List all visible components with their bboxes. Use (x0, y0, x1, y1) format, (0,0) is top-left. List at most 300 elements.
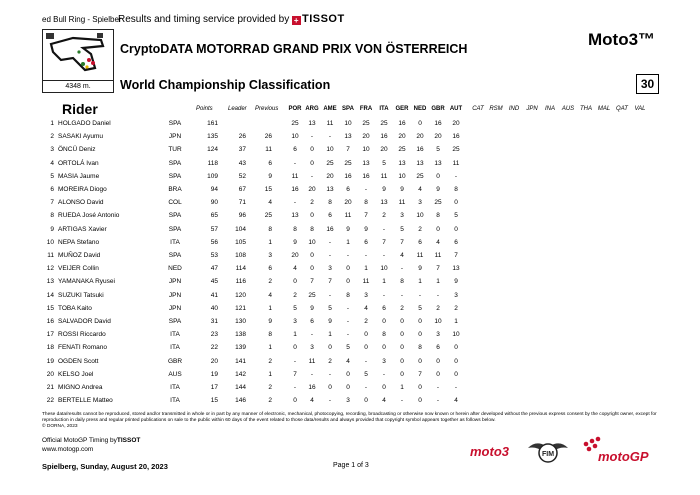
race-points: 7 (382, 238, 386, 246)
race-points: 8 (382, 331, 386, 339)
race-header-val: VAL (634, 106, 646, 112)
race-points: 10 (362, 146, 370, 154)
race-points: 6 (418, 238, 422, 246)
rider-points: 19 (210, 370, 218, 378)
rider-name: SALVADOR David (58, 318, 111, 325)
table-row (0, 197, 700, 209)
race-points: - (400, 265, 404, 273)
race-points: 11 (326, 120, 334, 127)
table-row (0, 329, 700, 341)
race-header-cat: CAT (472, 106, 484, 112)
race-points: 4 (364, 304, 368, 312)
race-points: 20 (380, 146, 388, 154)
rider-gap-previous: 1 (268, 344, 272, 352)
race-points: 13 (308, 120, 316, 127)
race-header-mal: MAL (597, 106, 611, 112)
rider-name: MIGNO Andrea (58, 384, 103, 391)
rider-nation: GBR (167, 357, 183, 365)
race-points: 3 (293, 318, 297, 325)
race-points: - (436, 291, 440, 299)
rider-position: 22 (46, 397, 54, 405)
rider-points: 90 (210, 199, 218, 207)
race-points: 5 (418, 304, 422, 312)
rider-name: KELSO Joel (58, 370, 94, 378)
rider-gap-previous: 2 (268, 397, 272, 405)
race-points: 25 (344, 159, 352, 167)
race-points: - (293, 159, 297, 167)
rider-points: 109 (207, 172, 218, 180)
race-points: 2 (310, 199, 314, 207)
race-points: 13 (291, 212, 299, 220)
race-points: 6 (293, 146, 297, 154)
rider-gap-previous: 9 (268, 172, 272, 180)
race-points: - (310, 331, 314, 339)
rider-gap-leader: 96 (238, 212, 246, 220)
race-points: 20 (291, 252, 299, 259)
race-points: 1 (293, 331, 297, 339)
race-points: 25 (398, 146, 406, 154)
classification-title: World Championship Classification (120, 78, 331, 92)
race-points: 0 (454, 357, 458, 365)
rider-points: 41 (210, 291, 218, 299)
race-header-ina: INA (544, 106, 555, 112)
rider-gap-previous: 4 (268, 199, 272, 207)
rider-points: 40 (210, 304, 218, 312)
rider-gap-previous: 26 (264, 133, 272, 141)
race-points: 11 (308, 357, 316, 365)
rider-gap-leader: 114 (235, 265, 246, 273)
rider-gap-previous: 6 (268, 159, 272, 167)
race-points: 11 (416, 252, 424, 259)
circuit-map-icon (43, 30, 113, 80)
rider-gap-leader: 37 (238, 146, 246, 154)
svg-text:FIM: FIM (541, 451, 555, 458)
race-header-ind: IND (508, 106, 520, 112)
race-points: 16 (291, 186, 299, 193)
race-points: 1 (346, 238, 350, 246)
race-points: 6 (346, 186, 350, 193)
race-points: 13 (344, 133, 352, 141)
race-points: 0 (328, 384, 332, 391)
race-points: 9 (454, 278, 458, 286)
race-points: - (418, 291, 422, 299)
rider-gap-leader: 120 (235, 291, 246, 299)
race-points: 13 (434, 159, 442, 167)
race-points: 25 (308, 291, 316, 299)
race-header-ame: AME (323, 106, 337, 112)
race-points: 0 (436, 370, 440, 378)
race-points: 16 (344, 172, 352, 180)
rider-nation: SPA (168, 318, 182, 325)
table-row (0, 303, 700, 315)
rider-position: 13 (46, 278, 54, 286)
rider-points: 94 (210, 186, 218, 193)
race-points: 20 (416, 133, 424, 141)
rider-position: 3 (50, 146, 54, 154)
rider-gap-leader: 105 (235, 238, 246, 246)
race-points: 2 (400, 304, 404, 312)
race-points: 16 (308, 384, 316, 391)
race-points: - (436, 384, 440, 391)
timing-service-credit: Results and timing service provided by + TISSOT (118, 13, 345, 25)
race-points: 11 (291, 172, 299, 180)
race-points: 0 (418, 331, 422, 339)
rider-name: YAMANAKA Ryusei (58, 278, 115, 286)
race-points: 10 (380, 265, 388, 273)
rider-name: MOREIRA Diogo (58, 186, 107, 193)
circuit-map (42, 29, 114, 81)
race-points: - (328, 238, 332, 246)
race-points: 13 (362, 159, 370, 167)
rider-nation: JPN (168, 278, 182, 286)
table-row (0, 171, 700, 183)
race-header-jpn: JPN (526, 106, 538, 112)
race-points: 8 (293, 225, 297, 233)
race-points: 16 (398, 120, 406, 127)
tissot-logo: + TISSOT (293, 13, 345, 25)
rider-gap-previous: 2 (268, 384, 272, 391)
rider-points: 57 (210, 225, 218, 233)
race-points: 7 (328, 278, 332, 286)
race-points: 1 (328, 331, 332, 339)
race-points: 0 (364, 331, 368, 339)
table-row (0, 290, 700, 302)
race-points: 0 (310, 146, 314, 154)
race-points: 13 (452, 265, 460, 273)
rider-nation: SPA (168, 252, 182, 259)
race-points: - (310, 172, 314, 180)
race-points: 9 (346, 225, 350, 233)
race-points: 25 (434, 199, 442, 207)
rider-gap-previous: 2 (268, 278, 272, 286)
race-points: 5 (328, 304, 332, 312)
rider-gap-previous: 4 (268, 291, 272, 299)
race-points: 5 (436, 146, 440, 154)
race-header-aus: AUS (561, 106, 575, 112)
race-points: - (382, 370, 386, 378)
rider-gap-leader: 116 (235, 278, 246, 286)
swiss-cross-icon: + (293, 16, 300, 25)
race-points: 8 (418, 344, 422, 352)
rider-points: 17 (210, 384, 218, 391)
table-row (0, 276, 700, 288)
circuit-name: ed Bull Ring - Spielber (42, 15, 122, 24)
table-row (0, 118, 700, 130)
rider-position: 11 (47, 252, 54, 259)
race-points: 4 (346, 357, 350, 365)
rider-position: 19 (46, 357, 54, 365)
race-points: 16 (434, 120, 442, 127)
race-points: 9 (310, 304, 314, 312)
race-points: 8 (454, 186, 458, 193)
rider-points: 56 (210, 238, 218, 246)
race-points: 9 (328, 318, 332, 325)
race-points: 16 (452, 133, 460, 141)
race-points: 25 (380, 120, 388, 127)
rider-name: VEIJER Collin (58, 265, 99, 273)
race-points: 1 (454, 318, 458, 325)
race-points: 0 (346, 370, 350, 378)
rider-points: 124 (207, 146, 218, 154)
race-points: 1 (418, 278, 422, 286)
rider-name: BERTELLE Matteo (58, 397, 113, 405)
rider-name: RUEDA José Antonio (58, 212, 120, 220)
race-points: 11 (398, 199, 406, 207)
race-points: 25 (452, 146, 460, 154)
race-points: - (400, 291, 404, 299)
race-points: 0 (382, 318, 386, 325)
rider-nation: ITA (170, 331, 180, 339)
rider-name: ARTIGAS Xavier (58, 225, 107, 233)
race-points: 6 (364, 238, 368, 246)
table-row (0, 263, 700, 275)
rider-gap-previous: 6 (268, 265, 272, 273)
race-points: 4 (418, 186, 422, 193)
race-points: 0 (400, 331, 404, 339)
race-points: 11 (434, 252, 442, 259)
race-points: 10 (416, 212, 424, 220)
fim-logo (526, 438, 570, 466)
table-row (0, 144, 700, 156)
race-header-gbr: GBR (431, 106, 445, 112)
race-points: 6 (310, 318, 314, 325)
race-points: 6 (328, 212, 332, 220)
rider-name: ORTOLÁ Ivan (58, 159, 99, 167)
table-row (0, 356, 700, 368)
table-row (0, 184, 700, 196)
table-row (0, 382, 700, 394)
race-points: 6 (436, 344, 440, 352)
rider-points: 15 (210, 397, 218, 405)
race-points: 0 (418, 318, 422, 325)
table-row (0, 131, 700, 143)
race-points: 20 (362, 133, 370, 141)
race-points: 2 (328, 357, 332, 365)
table-row (0, 395, 700, 407)
race-points: 9 (364, 225, 368, 233)
page-indicator: Page 1 of 3 (333, 462, 369, 469)
leader-header: Leader (228, 106, 247, 112)
race-points: 2 (454, 304, 458, 312)
race-points: 16 (362, 172, 370, 180)
race-points: 7 (436, 265, 440, 273)
race-points: 2 (382, 212, 386, 220)
race-points: - (346, 252, 350, 259)
rider-nation: SPA (168, 212, 182, 220)
rider-nation: JPN (168, 133, 182, 141)
race-points: 0 (418, 120, 422, 127)
race-points: 2 (293, 291, 297, 299)
race-points: - (293, 384, 297, 391)
rider-nation: SPA (168, 159, 182, 167)
race-header-tha: THA (580, 106, 592, 112)
table-row (0, 342, 700, 354)
rider-name: MUÑOZ David (58, 252, 101, 259)
rider-gap-previous: 1 (268, 304, 272, 312)
race-points: 9 (293, 238, 297, 246)
rider-points: 135 (207, 133, 218, 141)
rider-nation: NED (168, 265, 182, 273)
race-points: 0 (436, 357, 440, 365)
race-points: 20 (308, 186, 316, 193)
race-points: 16 (416, 146, 424, 154)
race-points: 13 (398, 159, 406, 167)
rider-position: 6 (50, 186, 54, 193)
race-points: 3 (310, 344, 314, 352)
rider-position: 21 (46, 384, 54, 391)
rider-position: 20 (46, 370, 54, 378)
rider-nation: JPN (168, 291, 182, 299)
race-points: 25 (291, 120, 299, 127)
race-points: 7 (454, 252, 458, 259)
rider-nation: AUS (168, 370, 182, 378)
race-points: 8 (310, 225, 314, 233)
rider-points: 47 (210, 265, 218, 273)
race-points: 6 (382, 304, 386, 312)
rider-gap-leader: 139 (235, 344, 246, 352)
race-points: 7 (418, 370, 422, 378)
table-row (0, 158, 700, 170)
race-points: 20 (326, 172, 334, 180)
race-points: 3 (454, 291, 458, 299)
rider-position: 7 (50, 199, 54, 207)
race-points: 0 (346, 278, 350, 286)
rider-position: 15 (46, 304, 54, 312)
race-points: 3 (328, 265, 332, 273)
series-label: Moto3™ (588, 30, 656, 49)
race-points: 0 (454, 370, 458, 378)
race-points: 0 (293, 397, 297, 405)
race-points: - (328, 252, 332, 259)
rider-gap-previous: 3 (268, 252, 272, 259)
race-points: - (293, 199, 297, 207)
rider-nation: JPN (168, 304, 182, 312)
race-header-ned: NED (413, 106, 427, 112)
rider-points: 65 (210, 212, 218, 220)
race-points: - (310, 370, 314, 378)
rider-gap-previous: 11 (265, 146, 272, 154)
rider-column-header: Rider (62, 101, 98, 117)
rider-gap-leader: 71 (238, 199, 246, 207)
rider-gap-leader: 141 (235, 357, 246, 365)
race-points: 9 (418, 265, 422, 273)
rider-gap-previous: 8 (268, 331, 272, 339)
race-points: 0 (310, 159, 314, 167)
race-points: 11 (362, 278, 370, 286)
rider-nation: TUR (168, 146, 182, 154)
race-points: - (364, 357, 368, 365)
race-points: 25 (362, 120, 370, 127)
rider-nation: ITA (170, 238, 180, 246)
race-points: 3 (346, 397, 350, 405)
race-points: - (382, 291, 386, 299)
race-points: - (436, 397, 440, 405)
race-points: 10 (452, 331, 460, 339)
rider-gap-leader: 104 (235, 225, 246, 233)
race-header-fra: FRA (359, 106, 373, 112)
race-points: 5 (454, 212, 458, 220)
race-points: 1 (400, 384, 404, 391)
race-points: 0 (436, 225, 440, 233)
table-row (0, 237, 700, 249)
race-points: - (364, 384, 368, 391)
rider-gap-leader: 130 (235, 318, 246, 325)
race-points: 0 (418, 397, 422, 405)
rider-position: 10 (46, 238, 54, 246)
rider-position: 4 (50, 159, 54, 167)
table-row (0, 250, 700, 262)
race-points: - (454, 172, 458, 180)
rider-name: TOBA Kaito (58, 304, 92, 312)
race-points: 0 (400, 344, 404, 352)
race-points: 20 (344, 199, 352, 207)
race-points: 7 (293, 370, 297, 378)
race-points: - (400, 397, 404, 405)
race-points: 8 (400, 278, 404, 286)
race-header-arg: ARG (305, 106, 319, 112)
race-points: 0 (293, 344, 297, 352)
race-points: - (346, 331, 350, 339)
race-points: 0 (400, 357, 404, 365)
rider-position: 1 (50, 120, 54, 127)
copyright-notice: These data/results cannot be reproduced, stored and/or transmitted in whole or in part by any manner of electronic, mechanical, photocopying, recording, broadcasting or otherwise now known or herein after developed without the previous express consent by the copyright owner, except for reproduction in daily press and regular printed publications on sale to the public within 60 days of the event related to those data/results and always provided that copyright symbol appears together as follows below. © DORNA, 2023 (42, 412, 657, 429)
rider-gap-leader: 43 (238, 159, 246, 167)
race-points: 5 (364, 370, 368, 378)
race-points: 0 (364, 344, 368, 352)
website-link[interactable]: www.motogp.com (42, 446, 94, 453)
race-points: 2 (436, 304, 440, 312)
race-points: 9 (400, 186, 404, 193)
points-header: Points (196, 106, 213, 112)
rider-nation: SPA (168, 120, 182, 127)
race-points: 5 (400, 225, 404, 233)
table-row (0, 369, 700, 381)
race-points: 13 (416, 159, 424, 167)
race-header-aut: AUT (449, 106, 463, 112)
race-points: 0 (400, 318, 404, 325)
rider-nation: SPA (168, 225, 182, 233)
table-row (0, 224, 700, 236)
race-points: 2 (418, 225, 422, 233)
rider-gap-previous: 9 (268, 318, 272, 325)
rider-nation: COL (168, 199, 182, 207)
race-header-ita: ITA (379, 106, 389, 112)
rider-name: SUZUKI Tatsuki (58, 291, 104, 299)
rider-gap-previous: 1 (268, 238, 272, 246)
rider-position: 5 (50, 172, 54, 180)
race-points: 0 (310, 265, 314, 273)
rider-nation: ITA (170, 397, 180, 405)
page-box-number: 30 (636, 74, 659, 94)
race-points: 8 (364, 199, 368, 207)
race-points: 4 (293, 265, 297, 273)
rider-name: SASAKI Ayumu (58, 133, 104, 141)
rider-gap-previous: 8 (268, 225, 272, 233)
race-points: - (364, 186, 368, 193)
rider-gap-previous: 15 (264, 186, 272, 193)
rider-gap-previous: 1 (268, 370, 272, 378)
rider-points: 23 (210, 331, 218, 339)
race-points: - (310, 133, 314, 141)
race-points: 0 (310, 252, 314, 259)
race-points: 13 (326, 186, 334, 193)
rider-name: MASIA Jaume (58, 172, 100, 180)
rider-gap-leader: 144 (235, 384, 246, 391)
race-header-por: POR (288, 106, 302, 112)
race-header-qat: QAT (616, 106, 628, 112)
race-points: 10 (291, 133, 299, 141)
race-points: 13 (380, 199, 388, 207)
